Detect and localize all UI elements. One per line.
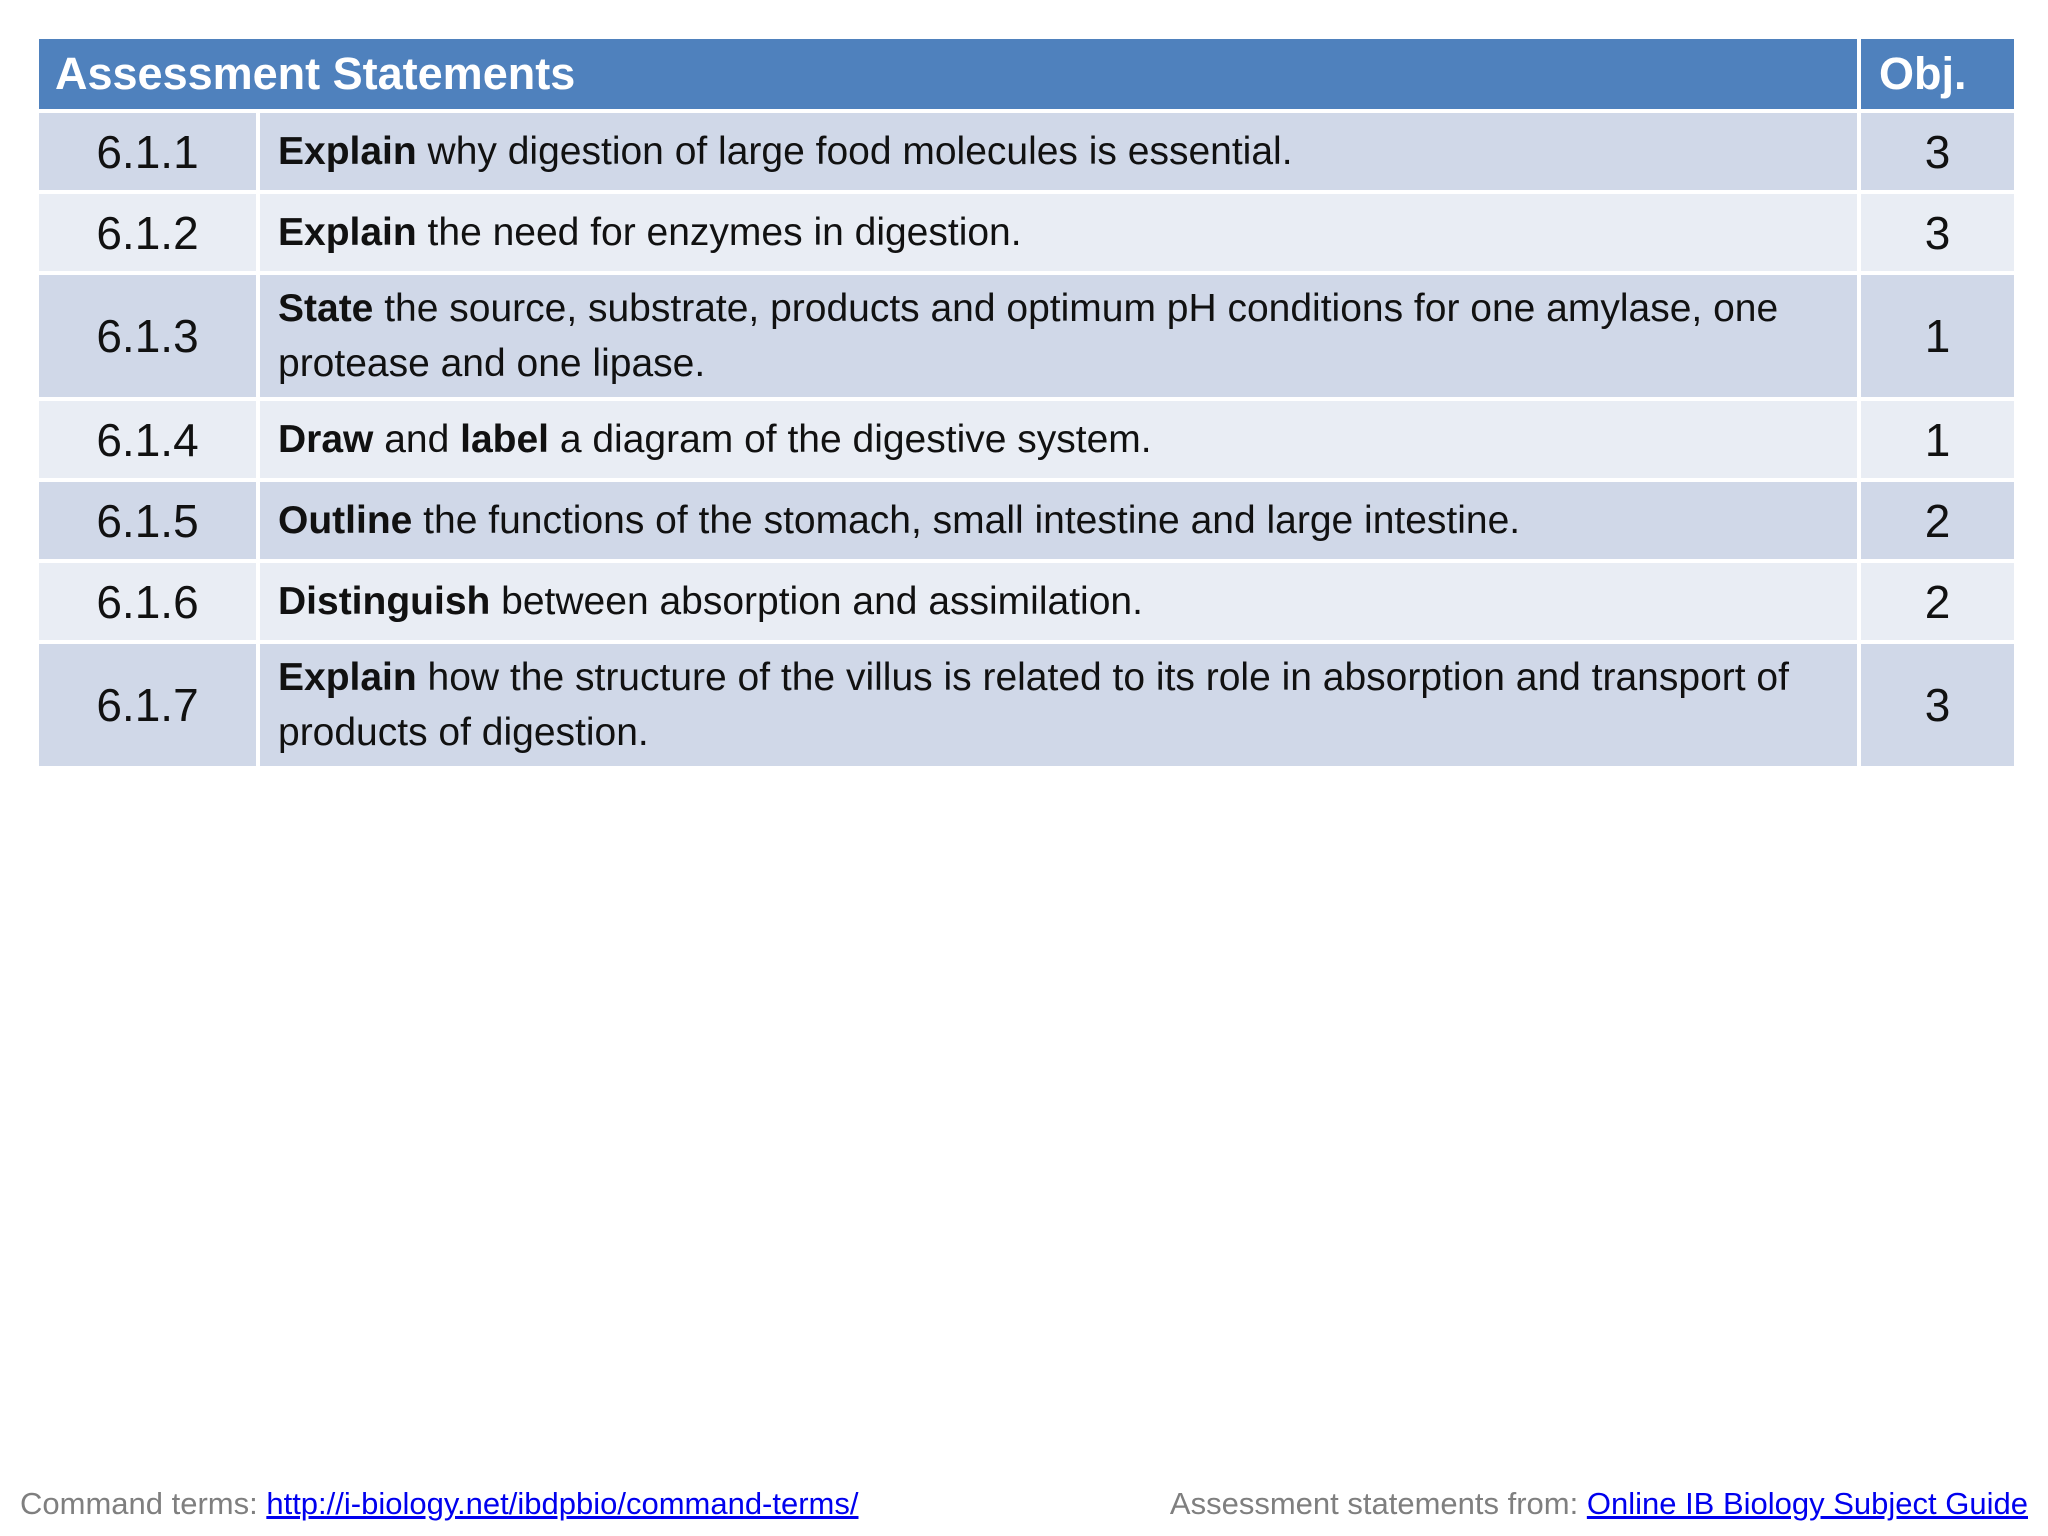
objective-level: 2 bbox=[1859, 561, 2016, 642]
statement-number: 6.1.5 bbox=[37, 480, 258, 561]
command-terms-link[interactable]: http://i-biology.net/ibdpbio/command-terms/ bbox=[266, 1486, 859, 1521]
assessment-source-label: Assessment statements from: bbox=[1169, 1486, 1587, 1521]
statement-fragment: why digestion of large food molecules is essential. bbox=[416, 130, 1293, 173]
statement-text bbox=[258, 273, 1859, 399]
command-term: Distinguish bbox=[278, 580, 491, 623]
objective-level: 3 bbox=[1859, 642, 2016, 768]
table-row bbox=[37, 399, 2016, 480]
statement-fragment: and bbox=[373, 418, 461, 461]
command-terms-label: Command terms: bbox=[20, 1486, 267, 1521]
statement-fragment: a diagram of the digestive system. bbox=[549, 418, 1152, 461]
obj-header: Obj. bbox=[1859, 37, 2016, 111]
table-header-row bbox=[37, 37, 2016, 111]
command-term: Draw bbox=[278, 418, 374, 461]
objective-level: 1 bbox=[1859, 273, 2016, 399]
table-row bbox=[37, 642, 2016, 768]
command-term: label bbox=[460, 418, 549, 461]
command-term: Explain bbox=[278, 211, 417, 254]
table-row bbox=[37, 561, 2016, 642]
statement-number: 6.1.6 bbox=[37, 561, 258, 642]
subject-guide-link[interactable]: Online IB Biology Subject Guide bbox=[1586, 1486, 2028, 1521]
table-row bbox=[37, 480, 2016, 561]
statement-fragment: the source, substrate, products and optimum pH conditions for one amylase, one protease and one lipase. bbox=[278, 287, 1779, 385]
table-row bbox=[37, 273, 2016, 399]
command-term: Outline bbox=[278, 499, 413, 542]
statement-number: 6.1.7 bbox=[37, 642, 258, 768]
statement-text bbox=[258, 111, 1859, 192]
statement-text bbox=[258, 561, 1859, 642]
objective-level: 1 bbox=[1859, 399, 2016, 480]
statement-fragment: the functions of the stomach, small intestine and large intestine. bbox=[412, 499, 1521, 542]
statement-number: 6.1.4 bbox=[37, 399, 258, 480]
statement-text bbox=[258, 480, 1859, 561]
statement-number: 6.1.1 bbox=[37, 111, 258, 192]
statement-fragment: how the structure of the villus is related to its role in absorption and transport of products of digestion. bbox=[278, 656, 1789, 754]
statement-text bbox=[258, 399, 1859, 480]
command-term: Explain bbox=[278, 130, 417, 173]
statement-number: 6.1.2 bbox=[37, 192, 258, 273]
objective-level: 3 bbox=[1859, 192, 2016, 273]
objective-level: 2 bbox=[1859, 480, 2016, 561]
command-terms-footer bbox=[20, 1486, 859, 1522]
table-row bbox=[37, 192, 2016, 273]
statements-header: Assessment Statements bbox=[37, 37, 1859, 111]
statement-text bbox=[258, 192, 1859, 273]
objective-level: 3 bbox=[1859, 111, 2016, 192]
statement-fragment: the need for enzymes in digestion. bbox=[416, 211, 1022, 254]
table-row bbox=[37, 111, 2016, 192]
statement-number: 6.1.3 bbox=[37, 273, 258, 399]
assessment-table bbox=[35, 35, 2018, 770]
statement-fragment: between absorption and assimilation. bbox=[490, 580, 1143, 623]
statement-text bbox=[258, 642, 1859, 768]
assessment-source-footer bbox=[1170, 1486, 2028, 1522]
table-body bbox=[37, 111, 2016, 768]
command-term: State bbox=[278, 287, 374, 330]
command-term: Explain bbox=[278, 656, 417, 699]
